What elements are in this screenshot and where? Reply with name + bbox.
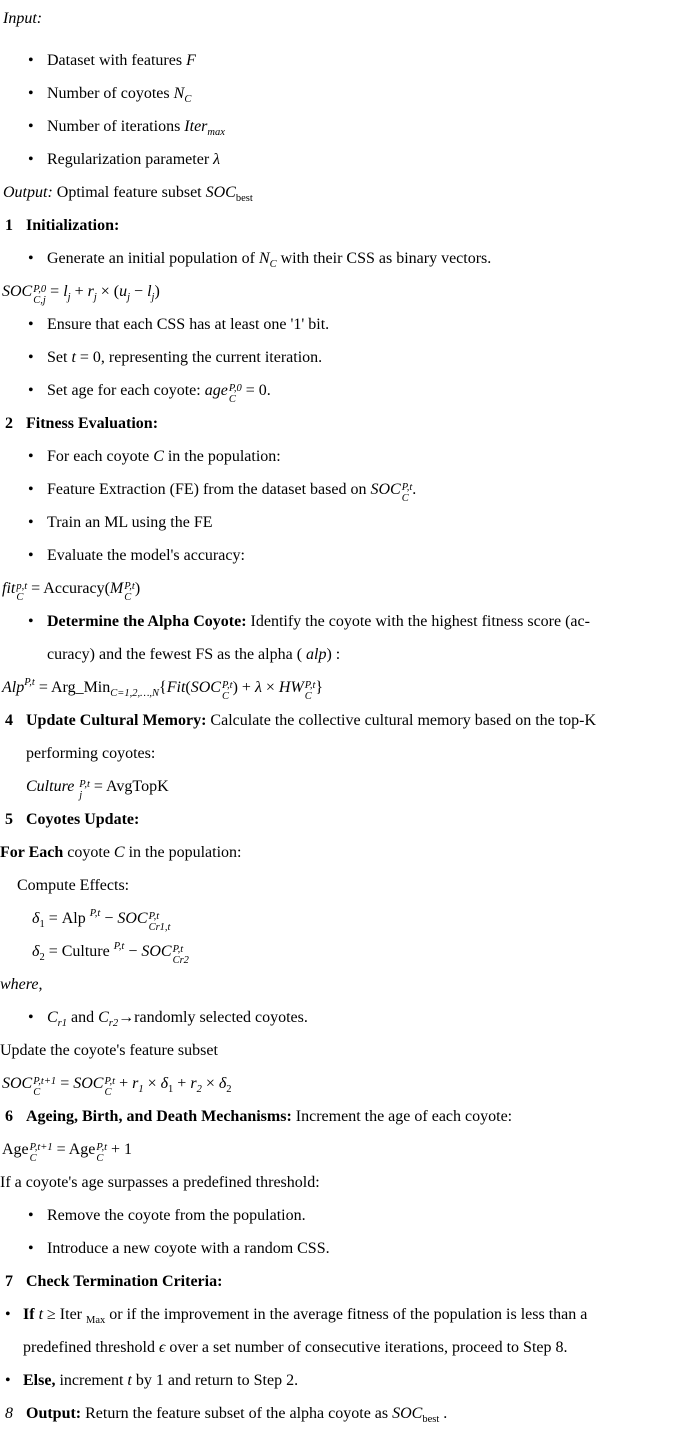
text-run: { — [159, 679, 167, 696]
bullet-icon: • — [28, 547, 34, 564]
bullet-icon: • — [28, 448, 34, 465]
step-1-bullet-ensure — [0, 308, 685, 341]
step-1-bullet-generate — [0, 242, 685, 275]
text-run: Dataset with features — [47, 52, 187, 69]
step-6-bullet-introduce — [0, 1232, 685, 1265]
step-1-bullet-set-t — [0, 341, 685, 374]
text-run: Input: — [3, 10, 43, 27]
text-run: r1 — [57, 1018, 68, 1029]
text-run: . — [412, 481, 417, 498]
text-run: = Arg_Min — [34, 679, 111, 696]
text-run: ) + — [232, 679, 255, 696]
step-2-heading — [0, 407, 685, 440]
text-run: P,t — [89, 908, 101, 919]
text-run: in the population: — [163, 448, 281, 465]
text-run: = 0. — [241, 382, 271, 399]
text-run: ) : — [326, 646, 341, 663]
text-run: by 1 and return to Step 2. — [131, 1372, 299, 1389]
input-item-coyotes — [0, 77, 685, 110]
step-7-bullet-if-cont — [0, 1331, 685, 1364]
input-item-iterations — [0, 110, 685, 143]
step-4-heading — [0, 704, 685, 737]
text-run: ϵ — [158, 1339, 166, 1356]
bullet-icon: • — [28, 382, 34, 399]
list-number: 8 — [5, 1405, 13, 1422]
bullet-icon: • — [28, 52, 34, 69]
math-token: Culture P,t j — [26, 778, 90, 801]
text-run: ) — [134, 580, 141, 597]
text-run: × — [201, 1075, 219, 1092]
bullet-icon: • — [28, 1009, 34, 1026]
math-token: SOC P,t Cr2 — [141, 943, 189, 966]
text-run: × ( — [96, 283, 120, 300]
bullet-icon: • — [28, 349, 34, 366]
math-token: SOC P,t C — [73, 1075, 116, 1098]
text-run: Identify the coyote with the highest fitness score (ac- — [250, 613, 590, 630]
text-run: best — [422, 1414, 440, 1425]
text-run: Determine the Alpha Coyote: — [47, 613, 251, 630]
input-item-dataset — [0, 44, 685, 77]
text-run: Ageing, Birth, and Death Mechanisms: — [26, 1108, 296, 1125]
text-run: max — [207, 127, 225, 138]
algorithm-document — [0, 2, 685, 1430]
text-run: For each coyote — [47, 448, 154, 465]
math-token: SOC P,0 C,j — [2, 283, 47, 306]
text-run: F — [186, 52, 196, 69]
text-run: = Accuracy( — [27, 580, 110, 597]
text-run: in the population: — [124, 844, 242, 861]
text-run: j — [67, 292, 71, 303]
text-run: increment — [59, 1372, 128, 1389]
text-run: Regularization parameter — [47, 151, 214, 168]
age-threshold-label — [0, 1166, 685, 1199]
text-run: t — [71, 349, 76, 366]
step-1-bullet-set-age — [0, 374, 685, 407]
step-5-foreach — [0, 836, 685, 869]
text-run: Introduce a new coyote with a random CSS. — [47, 1240, 330, 1257]
text-run: j — [93, 292, 97, 303]
text-run: Update Cultural Memory: — [26, 712, 211, 729]
text-run: u — [119, 283, 128, 300]
bullet-icon: • — [28, 151, 34, 168]
list-number: 2 — [5, 415, 13, 432]
step-2-bullet-evaluate — [0, 539, 685, 572]
text-run: Number of coyotes — [47, 85, 174, 102]
text-run: Increment the age of each coyote: — [295, 1108, 513, 1125]
text-run: = AvgTopK — [89, 778, 169, 795]
text-run: r — [132, 1075, 139, 1092]
text-run: or if the improvement in the average fitness of the population is less than a — [105, 1306, 588, 1323]
step-4-cont — [0, 737, 685, 770]
text-run: Set — [47, 349, 72, 366]
text-run: Compute Effects: — [17, 877, 130, 894]
text-run: Output: — [3, 184, 53, 201]
text-run: − — [124, 943, 142, 960]
text-run: = — [46, 283, 64, 300]
text-run: Alp — [2, 679, 25, 696]
text-run: δ — [32, 943, 40, 960]
math-token: fit p,t C — [2, 580, 28, 603]
text-run: 2 — [196, 1084, 202, 1095]
bullet-icon: • — [28, 250, 34, 267]
where-bullet-random — [0, 1001, 685, 1034]
text-run: = — [52, 1141, 69, 1158]
bullet-icon: • — [28, 85, 34, 102]
text-run: + — [173, 1075, 191, 1092]
text-run: δ — [218, 1075, 227, 1092]
text-run: C — [269, 259, 277, 270]
text-run: = 0, representing the current iteration. — [75, 349, 323, 366]
text-run: If — [23, 1306, 39, 1323]
text-run: coyote — [67, 844, 114, 861]
input-item-lambda — [0, 143, 685, 176]
text-run: j — [151, 292, 155, 303]
text-run: − — [100, 910, 118, 927]
bullet-icon: • — [28, 481, 34, 498]
text-run: C — [113, 844, 125, 861]
bullet-icon: • — [28, 613, 34, 630]
update-subset-label — [0, 1034, 685, 1067]
text-run: l — [63, 283, 68, 300]
text-run: →randomly selected coyotes. — [118, 1009, 308, 1026]
bullet-icon: • — [5, 1372, 11, 1389]
bullet-icon: • — [28, 514, 34, 531]
text-run: SOC — [205, 184, 236, 201]
text-run: = Culture — [44, 943, 114, 960]
text-run: . — [439, 1405, 448, 1422]
text-run: If a coyote's age surpasses a predefined threshold: — [0, 1174, 320, 1191]
text-run: alp — [306, 646, 327, 663]
text-run: Feature Extraction (FE) from the dataset based on — [47, 481, 371, 498]
text-run: Initialization: — [26, 217, 120, 234]
list-number: 6 — [5, 1108, 13, 1125]
text-run: + 1 — [107, 1141, 133, 1158]
math-token: SOC P,t Cr1,t — [117, 910, 171, 933]
math-token: SOC P,t C — [370, 481, 413, 504]
text-run: Number of iterations — [47, 118, 185, 135]
text-run: Iter — [184, 118, 208, 135]
text-run: Set age for each coyote: — [47, 382, 205, 399]
step-6-bullet-remove — [0, 1199, 685, 1232]
step-2-bullet-train — [0, 506, 685, 539]
step-2-bullet-foreach — [0, 440, 685, 473]
bullet-icon: • — [5, 1306, 11, 1323]
text-run: j — [127, 292, 131, 303]
step-2-bullet-fe — [0, 473, 685, 506]
list-number: 7 — [5, 1273, 13, 1290]
text-run: r — [87, 283, 94, 300]
text-run: + — [70, 283, 88, 300]
bullet-icon: • — [28, 1240, 34, 1257]
text-run: r — [190, 1075, 197, 1092]
text-run: best — [235, 193, 253, 204]
math-token: age P,0 C — [204, 382, 242, 405]
text-run: SOC — [392, 1405, 423, 1422]
text-run: ( — [185, 679, 191, 696]
text-run: Return the feature subset of the alpha coyote as — [85, 1405, 393, 1422]
text-run: Else, — [23, 1372, 60, 1389]
text-run: C — [98, 1009, 109, 1026]
step-6-heading — [0, 1100, 685, 1133]
text-run: C — [153, 448, 164, 465]
text-run: where, — [0, 976, 43, 993]
text-run: Evaluate the model's accuracy: — [47, 547, 245, 564]
bullet-icon: • — [28, 316, 34, 333]
text-run: Fitness Evaluation: — [26, 415, 159, 432]
text-run: Train an ML using the FE — [47, 514, 213, 531]
text-run: λ — [213, 151, 221, 168]
formula-soc-init — [0, 275, 685, 308]
step-3-bullet-alpha-cont — [0, 638, 685, 671]
step-3-bullet-alpha — [0, 605, 685, 638]
bullet-icon: • — [28, 1207, 34, 1224]
list-number: 5 — [5, 811, 13, 828]
text-run: and — [67, 1009, 99, 1026]
text-run: δ — [160, 1075, 169, 1092]
text-run: t — [38, 1306, 44, 1323]
text-run: l — [147, 283, 152, 300]
math-token: SOC P,t+1 C — [2, 1075, 57, 1098]
text-run: t — [127, 1372, 132, 1389]
list-number: 4 — [5, 712, 13, 729]
text-run: P,t — [113, 941, 125, 952]
text-run: Max — [86, 1315, 106, 1326]
text-run: = Alp — [44, 910, 90, 927]
step-7-heading — [0, 1265, 685, 1298]
list-number: 1 — [5, 217, 13, 234]
text-run: 1 — [39, 919, 45, 930]
bullet-icon: • — [28, 118, 34, 135]
text-run: = — [56, 1075, 74, 1092]
text-run: Generate an initial population of — [47, 250, 259, 267]
formula-fitness — [0, 572, 685, 605]
text-run: 2 — [226, 1084, 232, 1095]
text-run: Update the coyote's feature subset — [0, 1042, 218, 1059]
step-1-heading — [0, 209, 685, 242]
formula-age — [0, 1133, 685, 1166]
formula-soc-update — [0, 1067, 685, 1100]
step-5-compute-effects — [0, 869, 685, 902]
step-7-bullet-else — [0, 1364, 685, 1397]
math-token: SOC P,t C — [190, 679, 233, 702]
step-5-heading — [0, 803, 685, 836]
text-run: N — [173, 85, 185, 102]
text-run: × — [261, 679, 279, 696]
where-label — [0, 968, 685, 1001]
text-run: with their CSS as binary vectors. — [276, 250, 492, 267]
text-run: C — [47, 1009, 58, 1026]
text-run: C — [184, 94, 192, 105]
formula-alpha — [0, 671, 685, 704]
text-run: 1 — [168, 1084, 174, 1095]
text-run: λ — [254, 679, 262, 696]
text-run: + — [115, 1075, 133, 1092]
text-run: δ — [32, 910, 40, 927]
text-run: Fit — [166, 679, 186, 696]
text-run: Calculate the collective cultural memory based on the top-K — [210, 712, 597, 729]
text-run: ) — [154, 283, 160, 300]
formula-delta2 — [0, 935, 685, 968]
text-run: predefined threshold — [23, 1339, 159, 1356]
text-run: } — [315, 679, 324, 696]
text-run: − — [130, 283, 148, 300]
text-run: P,t — [24, 677, 35, 688]
text-run: C=1,2,…,N — [110, 688, 160, 699]
text-run: × — [143, 1075, 161, 1092]
text-run: curacy) and the fewest FS as the alpha ( — [47, 646, 307, 663]
text-run: For Each — [0, 844, 68, 861]
text-run: Remove the coyote from the population. — [47, 1207, 306, 1224]
text-run: ≥ Iter — [43, 1306, 86, 1323]
text-run: performing coyotes: — [26, 745, 156, 762]
text-run: Output: — [26, 1405, 86, 1422]
text-run: Check Termination Criteria: — [26, 1273, 223, 1290]
text-run: Ensure that each CSS has at least one '1' bit. — [47, 316, 330, 333]
math-token: Age P,t+1 C — [2, 1141, 53, 1164]
text-run: Coyotes Update: — [26, 811, 140, 828]
text-run: 2 — [39, 952, 45, 963]
step-8-output — [0, 1397, 685, 1430]
text-run: 1 — [138, 1084, 144, 1095]
math-token: Age P,t C — [68, 1141, 108, 1164]
output-label — [0, 176, 685, 209]
formula-delta1 — [0, 902, 685, 935]
math-token: M P,t C — [109, 580, 135, 603]
step-7-bullet-if — [0, 1298, 685, 1331]
text-run: r2 — [108, 1018, 119, 1029]
text-run: Optimal feature subset — [52, 184, 206, 201]
input-label — [0, 2, 685, 35]
formula-culture — [0, 770, 685, 803]
math-token: HW P,t C — [278, 679, 316, 702]
text-run: over a set number of consecutive iterations, proceed to Step 8. — [165, 1339, 568, 1356]
text-run: N — [258, 250, 270, 267]
